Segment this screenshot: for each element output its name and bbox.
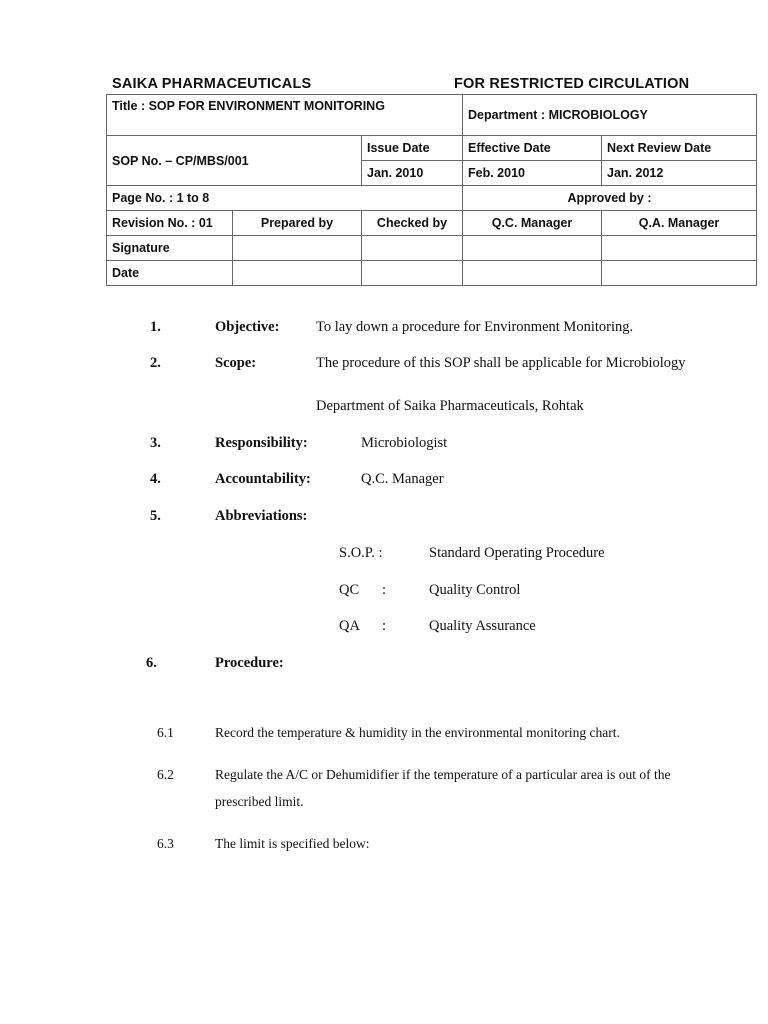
abbreviation-separator: : <box>382 618 387 634</box>
objective-text: To lay down a procedure for Environment Monitoring. <box>316 319 634 335</box>
abbreviation-term: QA <box>339 618 360 634</box>
checked-date-cell <box>362 261 463 286</box>
signature-label: Signature <box>107 236 233 261</box>
issue-date-label: Issue Date <box>362 136 463 161</box>
prepared-date-cell <box>233 261 362 286</box>
section-label-objective: Objective: <box>215 319 280 335</box>
section-number-accountability: 4. <box>150 471 161 487</box>
issue-date-value: Jan. 2010 <box>362 161 463 186</box>
scope-text-line1: The procedure of this SOP shall be applicable for Microbiology <box>316 355 686 371</box>
qa-signature-cell <box>602 236 757 261</box>
qa-date-cell <box>602 261 757 286</box>
prepared-by-header: Prepared by <box>233 211 362 236</box>
section-number-responsibility: 3. <box>150 435 161 451</box>
next-review-date-label: Next Review Date <box>602 136 757 161</box>
accountability-text: Q.C. Manager <box>361 471 444 487</box>
company-name: SAIKA PHARMACEUTICALS <box>112 76 312 92</box>
abbreviation-definition: Standard Operating Procedure <box>429 545 605 561</box>
date-label: Date <box>107 261 233 286</box>
scope-text-line2: Department of Saika Pharmaceuticals, Rohtak <box>316 398 584 414</box>
section-label-accountability: Accountability: <box>215 471 311 487</box>
procedure-step-number: 6.2 <box>157 767 174 782</box>
sop-number-cell: SOP No. – CP/MBS/001 <box>107 136 362 186</box>
qc-signature-cell <box>463 236 602 261</box>
abbreviation-term: QC <box>339 582 360 598</box>
qa-manager-header: Q.A. Manager <box>602 211 757 236</box>
section-number-abbreviations: 5. <box>150 508 161 524</box>
procedure-step-number: 6.3 <box>157 836 174 851</box>
effective-date-value: Feb. 2010 <box>463 161 602 186</box>
effective-date-label: Effective Date <box>463 136 602 161</box>
qc-manager-header: Q.C. Manager <box>463 211 602 236</box>
responsibility-text: Microbiologist <box>361 435 448 451</box>
procedure-step-text: Record the temperature & humidity in the environmental monitoring chart. <box>215 725 620 740</box>
section-label-abbreviations: Abbreviations: <box>215 508 308 524</box>
document-control-table <box>106 94 757 286</box>
section-label-procedure: Procedure: <box>215 655 284 671</box>
abbreviation-separator: : <box>382 582 387 598</box>
prepared-signature-cell <box>233 236 362 261</box>
next-review-date-value: Jan. 2012 <box>602 161 757 186</box>
page-number-cell: Page No. : 1 to 8 <box>107 186 463 211</box>
sop-title-cell: Title : SOP FOR ENVIRONMENT MONITORING <box>107 95 463 136</box>
approved-by-cell: Approved by : <box>463 186 757 211</box>
procedure-step-text: Regulate the A/C or Dehumidifier if the temperature of a particular area is out of the <box>215 767 671 782</box>
section-number-scope: 2. <box>150 355 161 371</box>
abbreviation-term: S.O.P. : <box>339 545 383 561</box>
department-cell: Department : MICROBIOLOGY <box>463 95 757 136</box>
section-number-objective: 1. <box>150 319 161 335</box>
abbreviation-definition: Quality Assurance <box>429 618 536 634</box>
checked-signature-cell <box>362 236 463 261</box>
abbreviation-definition: Quality Control <box>429 582 521 598</box>
section-label-responsibility: Responsibility: <box>215 435 308 451</box>
procedure-step-text-continued: prescribed limit. <box>215 794 304 809</box>
qc-date-cell <box>463 261 602 286</box>
checked-by-header: Checked by <box>362 211 463 236</box>
section-label-scope: Scope: <box>215 355 257 371</box>
procedure-step-number: 6.1 <box>157 725 174 740</box>
procedure-step-text: The limit is specified below: <box>215 836 370 851</box>
circulation-notice: FOR RESTRICTED CIRCULATION <box>454 76 690 92</box>
section-number-procedure: 6. <box>146 655 157 671</box>
revision-number-cell: Revision No. : 01 <box>107 211 233 236</box>
